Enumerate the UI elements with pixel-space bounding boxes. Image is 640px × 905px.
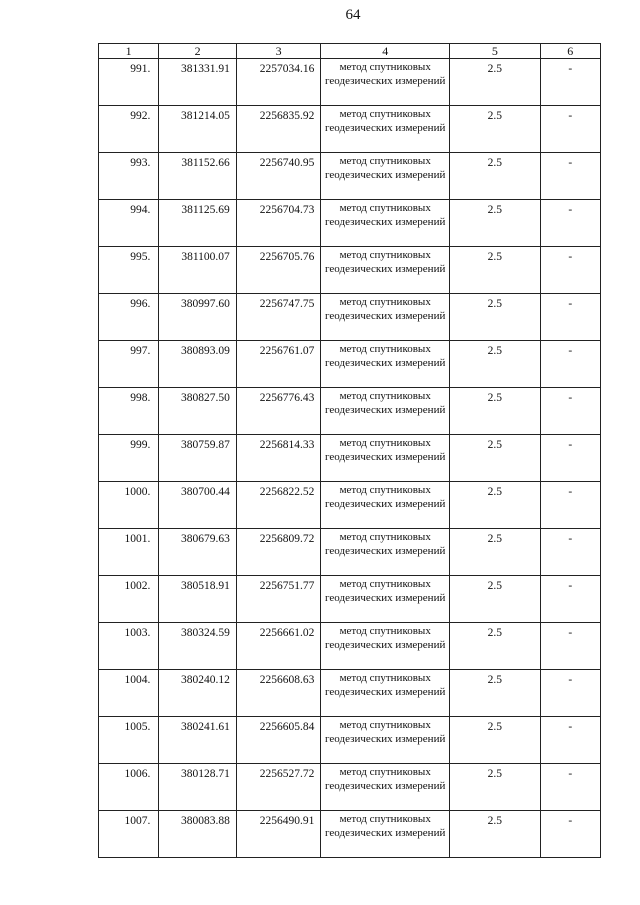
table-row: [99, 435, 601, 482]
method-cell: метод спутниковых геодезических измерений: [321, 341, 450, 388]
note-cell: -: [540, 247, 600, 294]
method-cell: метод спутниковых геодезических измерений: [321, 717, 450, 764]
x-coordinate-cell: 380997.60: [159, 294, 236, 341]
column-header-2: 2: [159, 44, 236, 59]
y-coordinate-cell: 2256661.02: [236, 623, 321, 670]
table-row: [99, 764, 601, 811]
table-row: [99, 106, 601, 153]
method-cell: метод спутниковых геодезических измерений: [321, 811, 450, 858]
point-number-cell: 1004.: [99, 670, 159, 717]
method-cell: метод спутниковых геодезических измерений: [321, 200, 450, 247]
x-coordinate-cell: 380893.09: [159, 341, 236, 388]
x-coordinate-cell: 381214.05: [159, 106, 236, 153]
point-number-cell: 998.: [99, 388, 159, 435]
accuracy-cell: 2.5: [450, 59, 541, 106]
point-number-cell: 999.: [99, 435, 159, 482]
method-cell: метод спутниковых геодезических измерений: [321, 623, 450, 670]
column-header-4: 4: [321, 44, 450, 59]
point-number-cell: 995.: [99, 247, 159, 294]
x-coordinate-cell: 381100.07: [159, 247, 236, 294]
table-row: [99, 717, 601, 764]
note-cell: -: [540, 388, 600, 435]
point-number-cell: 992.: [99, 106, 159, 153]
table-row: [99, 576, 601, 623]
accuracy-cell: 2.5: [450, 576, 541, 623]
page-number: 64: [345, 7, 361, 23]
accuracy-cell: 2.5: [450, 200, 541, 247]
y-coordinate-cell: 2256809.72: [236, 529, 321, 576]
point-number-cell: 1002.: [99, 576, 159, 623]
y-coordinate-cell: 2256776.43: [236, 388, 321, 435]
table-row: [99, 153, 601, 200]
y-coordinate-cell: 2256835.92: [236, 106, 321, 153]
x-coordinate-cell: 380128.71: [159, 764, 236, 811]
y-coordinate-cell: 2256740.95: [236, 153, 321, 200]
note-cell: -: [540, 576, 600, 623]
x-coordinate-cell: 381152.66: [159, 153, 236, 200]
method-cell: метод спутниковых геодезических измерений: [321, 388, 450, 435]
note-cell: -: [540, 529, 600, 576]
y-coordinate-cell: 2256761.07: [236, 341, 321, 388]
accuracy-cell: 2.5: [450, 341, 541, 388]
accuracy-cell: 2.5: [450, 482, 541, 529]
note-cell: -: [540, 764, 600, 811]
point-number-cell: 996.: [99, 294, 159, 341]
accuracy-cell: 2.5: [450, 435, 541, 482]
note-cell: -: [540, 811, 600, 858]
accuracy-cell: 2.5: [450, 106, 541, 153]
table-row: [99, 341, 601, 388]
x-coordinate-cell: 380083.88: [159, 811, 236, 858]
method-cell: метод спутниковых геодезических измерений: [321, 106, 450, 153]
note-cell: -: [540, 294, 600, 341]
note-cell: -: [540, 106, 600, 153]
point-number-cell: 994.: [99, 200, 159, 247]
y-coordinate-cell: 2256705.76: [236, 247, 321, 294]
column-header-5: 5: [450, 44, 541, 59]
coordinates-table-container: [98, 43, 601, 858]
column-header-1: 1: [99, 44, 159, 59]
y-coordinate-cell: 2256608.63: [236, 670, 321, 717]
method-cell: метод спутниковых геодезических измерений: [321, 482, 450, 529]
point-number-cell: 1003.: [99, 623, 159, 670]
accuracy-cell: 2.5: [450, 623, 541, 670]
header-row: [99, 44, 601, 59]
y-coordinate-cell: 2256490.91: [236, 811, 321, 858]
note-cell: -: [540, 200, 600, 247]
note-cell: -: [540, 623, 600, 670]
method-cell: метод спутниковых геодезических измерений: [321, 59, 450, 106]
x-coordinate-cell: 380700.44: [159, 482, 236, 529]
note-cell: -: [540, 482, 600, 529]
accuracy-cell: 2.5: [450, 388, 541, 435]
table-row: [99, 482, 601, 529]
y-coordinate-cell: 2256605.84: [236, 717, 321, 764]
y-coordinate-cell: 2256704.73: [236, 200, 321, 247]
column-header-3: 3: [236, 44, 321, 59]
point-number-cell: 993.: [99, 153, 159, 200]
accuracy-cell: 2.5: [450, 670, 541, 717]
point-number-cell: 991.: [99, 59, 159, 106]
accuracy-cell: 2.5: [450, 294, 541, 341]
point-number-cell: 1006.: [99, 764, 159, 811]
y-coordinate-cell: 2256747.75: [236, 294, 321, 341]
accuracy-cell: 2.5: [450, 717, 541, 764]
method-cell: метод спутниковых геодезических измерений: [321, 153, 450, 200]
accuracy-cell: 2.5: [450, 811, 541, 858]
table-header: [99, 44, 601, 59]
method-cell: метод спутниковых геодезических измерений: [321, 294, 450, 341]
y-coordinate-cell: 2256814.33: [236, 435, 321, 482]
x-coordinate-cell: 380518.91: [159, 576, 236, 623]
table-row: [99, 59, 601, 106]
accuracy-cell: 2.5: [450, 529, 541, 576]
y-coordinate-cell: 2256751.77: [236, 576, 321, 623]
method-cell: метод спутниковых геодезических измерений: [321, 529, 450, 576]
method-cell: метод спутниковых геодезических измерений: [321, 247, 450, 294]
table-row: [99, 670, 601, 717]
accuracy-cell: 2.5: [450, 153, 541, 200]
point-number-cell: 1007.: [99, 811, 159, 858]
x-coordinate-cell: 380241.61: [159, 717, 236, 764]
y-coordinate-cell: 2256527.72: [236, 764, 321, 811]
table-row: [99, 294, 601, 341]
point-number-cell: 1001.: [99, 529, 159, 576]
method-cell: метод спутниковых геодезических измерений: [321, 576, 450, 623]
x-coordinate-cell: 380324.59: [159, 623, 236, 670]
note-cell: -: [540, 153, 600, 200]
table-row: [99, 529, 601, 576]
note-cell: -: [540, 670, 600, 717]
x-coordinate-cell: 380679.63: [159, 529, 236, 576]
table-row: [99, 623, 601, 670]
column-header-6: 6: [540, 44, 600, 59]
x-coordinate-cell: 380759.87: [159, 435, 236, 482]
table-row: [99, 811, 601, 858]
method-cell: метод спутниковых геодезических измерений: [321, 764, 450, 811]
point-number-cell: 1000.: [99, 482, 159, 529]
method-cell: метод спутниковых геодезических измерений: [321, 435, 450, 482]
table-row: [99, 388, 601, 435]
y-coordinate-cell: 2257034.16: [236, 59, 321, 106]
x-coordinate-cell: 380240.12: [159, 670, 236, 717]
x-coordinate-cell: 381125.69: [159, 200, 236, 247]
y-coordinate-cell: 2256822.52: [236, 482, 321, 529]
accuracy-cell: 2.5: [450, 247, 541, 294]
note-cell: -: [540, 435, 600, 482]
note-cell: -: [540, 717, 600, 764]
coordinates-table: [98, 43, 601, 858]
note-cell: -: [540, 59, 600, 106]
point-number-cell: 1005.: [99, 717, 159, 764]
table-row: [99, 247, 601, 294]
table-body: [99, 59, 601, 858]
note-cell: -: [540, 341, 600, 388]
accuracy-cell: 2.5: [450, 764, 541, 811]
point-number-cell: 997.: [99, 341, 159, 388]
x-coordinate-cell: 380827.50: [159, 388, 236, 435]
table-row: [99, 200, 601, 247]
x-coordinate-cell: 381331.91: [159, 59, 236, 106]
method-cell: метод спутниковых геодезических измерений: [321, 670, 450, 717]
